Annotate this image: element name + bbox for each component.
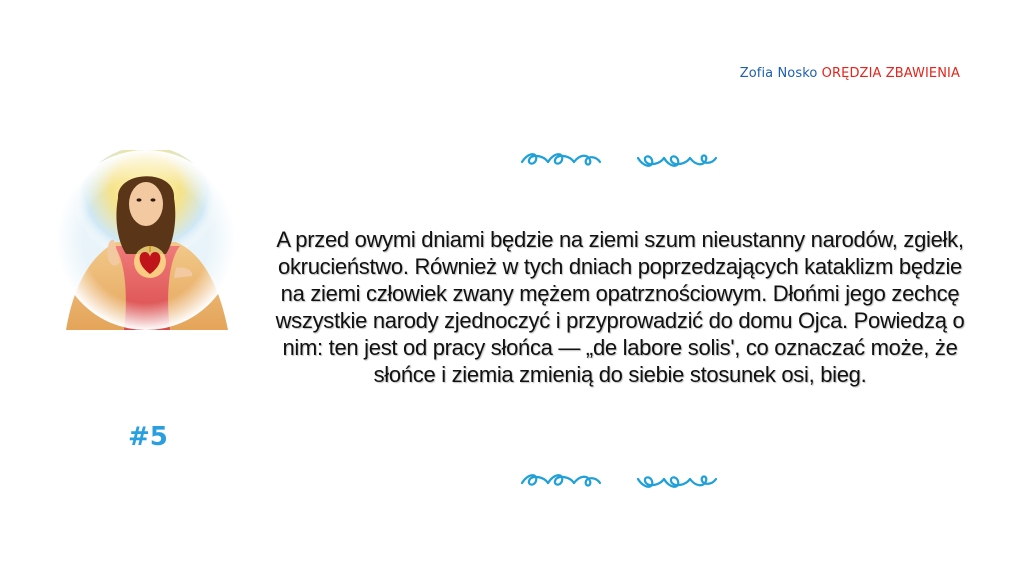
slide-header (740, 66, 960, 81)
scroll-flourish-icon (520, 148, 720, 172)
author-name: Zofia Nosko (739, 66, 818, 81)
slide-number: #5 (128, 422, 168, 452)
message-text: A przed owymi dniami będzie na ziemi szum nieustanny narodów, zgiełk, okrucieństwo. Również w tych dniach poprzedzających kataklizm będzie na ziemi człowiek zwany mężem opatrznościowym. Dłońmi jego zechcę wszystkie narody zjednoczyć i przyprowadzić do domu Ojca. Powiedzą o nim: ten jest od pracy słońca — „de labore solis', co oznaczać może, że słońce i ziemia zmienią do siebie stosunek osi, bieg. (275, 227, 965, 387)
document-title: ORĘDZIA ZBAWIENIA (821, 66, 960, 81)
sacred-heart-portrait (56, 150, 236, 330)
scroll-flourish-icon (520, 469, 720, 493)
